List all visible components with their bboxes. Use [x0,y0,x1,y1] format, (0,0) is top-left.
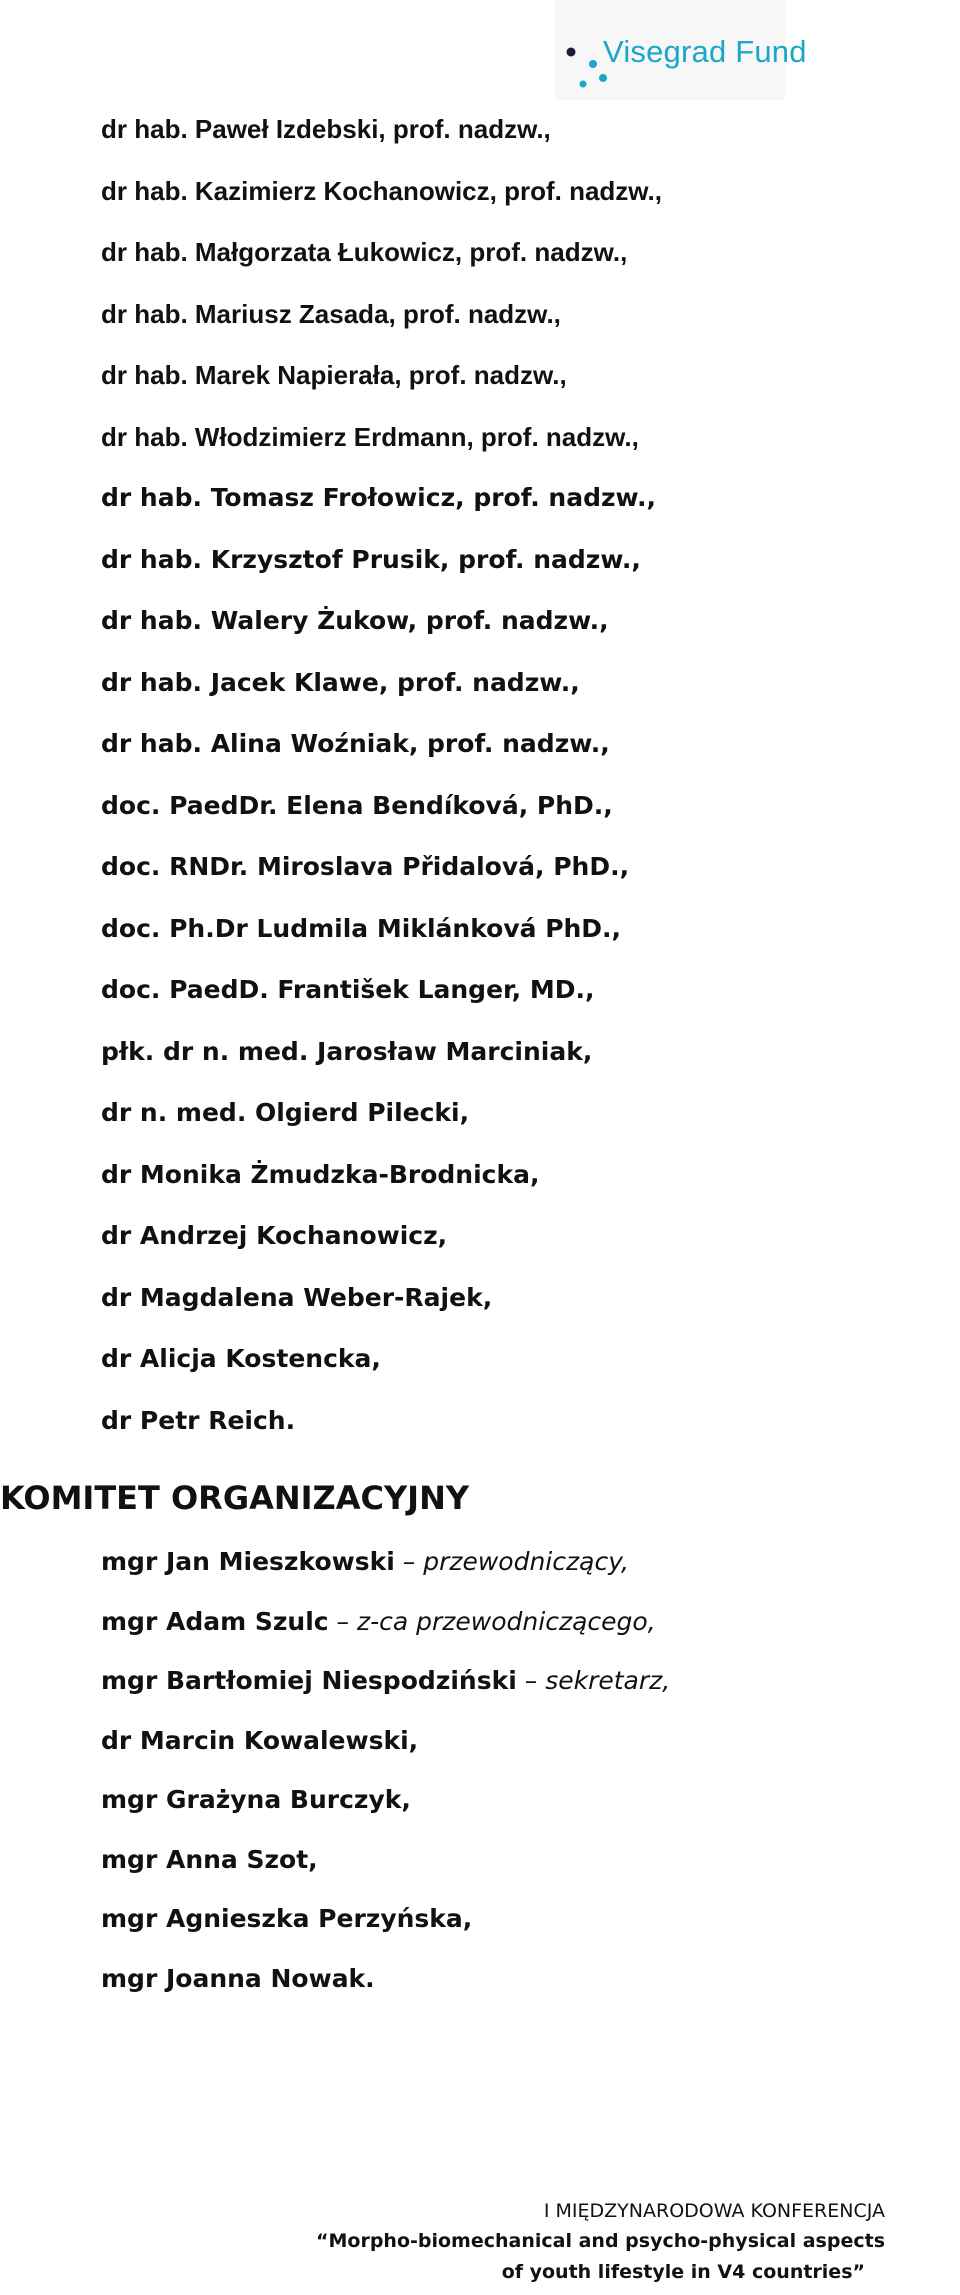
list-item: dr hab. Kazimierz Kochanowicz, prof. nadzw., [101,175,662,206]
footer [316,2196,885,2288]
list-item: dr hab. Paweł Izdebski, prof. nadzw., [101,114,551,144]
member-name: mgr Grażyna Burczyk, [101,1785,411,1814]
list-item: dr hab. Mariusz Zasada, prof. nadzw., [101,298,561,329]
scientific-committee-list [101,105,662,1458]
list-item [101,1836,670,1896]
list-item: dr Alicja Kostencka, [101,1344,381,1373]
member-name: mgr Jan Mieszkowski [101,1547,395,1576]
list-item [101,1717,670,1777]
list-item: dr hab. Włodzimierz Erdmann, prof. nadzw., [101,421,639,452]
member-name: mgr Anna Szot, [101,1844,318,1874]
list-item [101,1776,670,1836]
visegrad-fund-logo [555,0,807,100]
list-item: dr hab. Tomasz Frołowicz, prof. nadzw., [101,483,657,512]
conference-title-line1: “Morpho-biomechanical and psycho-physical aspects [316,2230,885,2252]
list-item: dr hab. Alina Woźniak, prof. nadzw., [101,729,610,758]
list-item [101,1598,670,1658]
member-role: z-ca przewodniczącego, [357,1606,656,1636]
member-name: dr Marcin Kowalewski, [101,1725,419,1755]
member-name: mgr Joanna Nowak. [101,1963,375,1993]
conference-name: I MIĘDZYNARODOWA KONFERENCJA [543,2200,885,2222]
list-item [101,1955,670,2015]
list-item [101,1657,670,1717]
member-separator: – [516,1666,546,1695]
list-item: dr Monika Żmudzka-Brodnicka, [101,1159,540,1189]
list-item: dr Andrzej Kochanowicz, [101,1221,448,1250]
list-item: doc. RNDr. Miroslava Přidalová, PhD., [101,852,630,881]
member-role: sekretarz, [545,1666,671,1695]
list-item: dr hab. Krzysztof Prusik, prof. nadzw., [101,544,641,574]
list-item: doc. PaedD. František Langer, MD., [101,975,595,1004]
member-name: mgr Agnieszka Perzyńska, [101,1904,473,1933]
organizing-committee-heading: KOMITET ORGANIZACYJNY [0,1479,470,1517]
list-item: dr n. med. Olgierd Pilecki, [101,1098,470,1127]
member-role: przewodniczący, [423,1547,629,1576]
list-item: doc. Ph.Dr Ludmila Miklánková PhD., [101,913,622,943]
list-item: dr Petr Reich. [101,1405,296,1435]
member-name: mgr Bartłomiej Niespodziński [101,1666,517,1695]
list-item: dr hab. Małgorzata Łukowicz, prof. nadzw., [101,237,628,267]
member-name: mgr Adam Szulc [101,1606,329,1636]
member-separator: – [394,1547,424,1576]
list-item: dr Magdalena Weber-Rajek, [101,1282,493,1312]
list-item: płk. dr n. med. Jarosław Marciniak, [101,1036,593,1066]
list-item: doc. PaedDr. Elena Bendíková, PhD., [101,790,613,820]
list-item [101,1895,670,1955]
conference-title-line2: of youth lifestyle in V4 countries” [501,2261,865,2283]
list-item: dr hab. Walery Żukow, prof. nadzw., [101,606,609,635]
logo-text: Visegrad Fund [603,34,807,69]
list-item: dr hab. Marek Napierała, prof. nadzw., [101,360,567,390]
list-item: dr hab. Jacek Klawe, prof. nadzw., [101,667,580,697]
member-separator: – [328,1606,357,1636]
list-item [101,1538,670,1598]
organizing-committee-list [101,1538,670,2014]
